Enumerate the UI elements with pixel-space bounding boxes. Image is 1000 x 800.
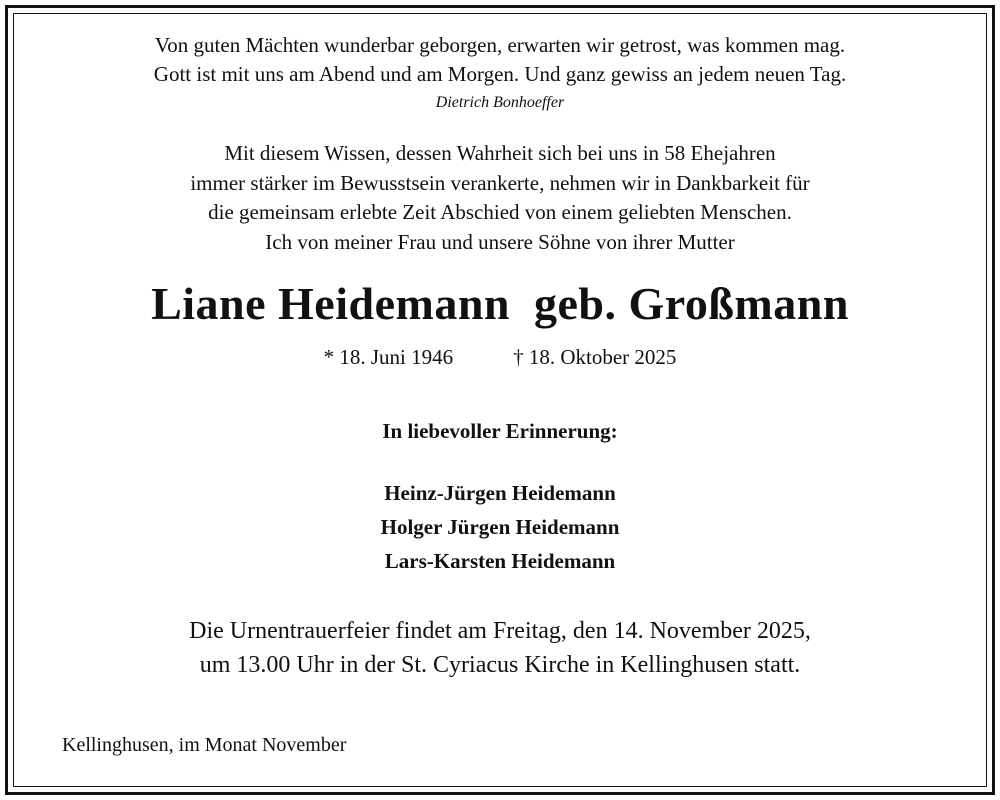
birth-date: * 18. Juni 1946 xyxy=(323,345,454,369)
intro-line-2: immer stärker im Bewusstsein verankerte, nehmen wir in Dankbarkeit für xyxy=(190,170,810,195)
service-line-2: um 13.00 Uhr in der St. Cyriacus Kirche in Kellinghusen statt. xyxy=(199,652,801,678)
intro-line-4: Ich von meiner Frau und unsere Söhne von ihrer Mutter xyxy=(265,229,735,254)
intro-line-3: die gemeinsam erlebte Zeit Abschied von einem geliebten Menschen. xyxy=(208,200,792,224)
memory-heading: In liebevoller Erinnerung: xyxy=(382,419,618,443)
life-dates xyxy=(0,344,1000,370)
survivor-1: Heinz-Jürgen Heidemann xyxy=(384,481,616,505)
survivor-2: Holger Jürgen Heidemann xyxy=(380,515,620,539)
service-line-1: Die Urnentrauerfeier findet am Freitag, den 14. November 2025, xyxy=(189,618,811,644)
place-date: Kellinghusen, im Monat November xyxy=(62,734,347,756)
quote-author: Dietrich Bonhoeffer xyxy=(435,94,565,111)
quote-line-1: Von guten Mächten wunderbar geborgen, erwarten wir getrost, was kommen mag. xyxy=(154,33,846,57)
deceased-name: Liane Heidemann geb. Großmann xyxy=(151,278,849,329)
death-date: † 18. Oktober 2025 xyxy=(513,345,677,369)
quote-line-2: Gott ist mit uns am Abend und am Morgen. Und ganz gewiss an jedem neuen Tag. xyxy=(153,62,847,86)
intro-line-1: Mit diesem Wissen, dessen Wahrheit sich bei uns in 58 Ehejahren xyxy=(224,141,776,165)
survivor-3: Lars-Karsten Heidemann xyxy=(384,549,616,573)
